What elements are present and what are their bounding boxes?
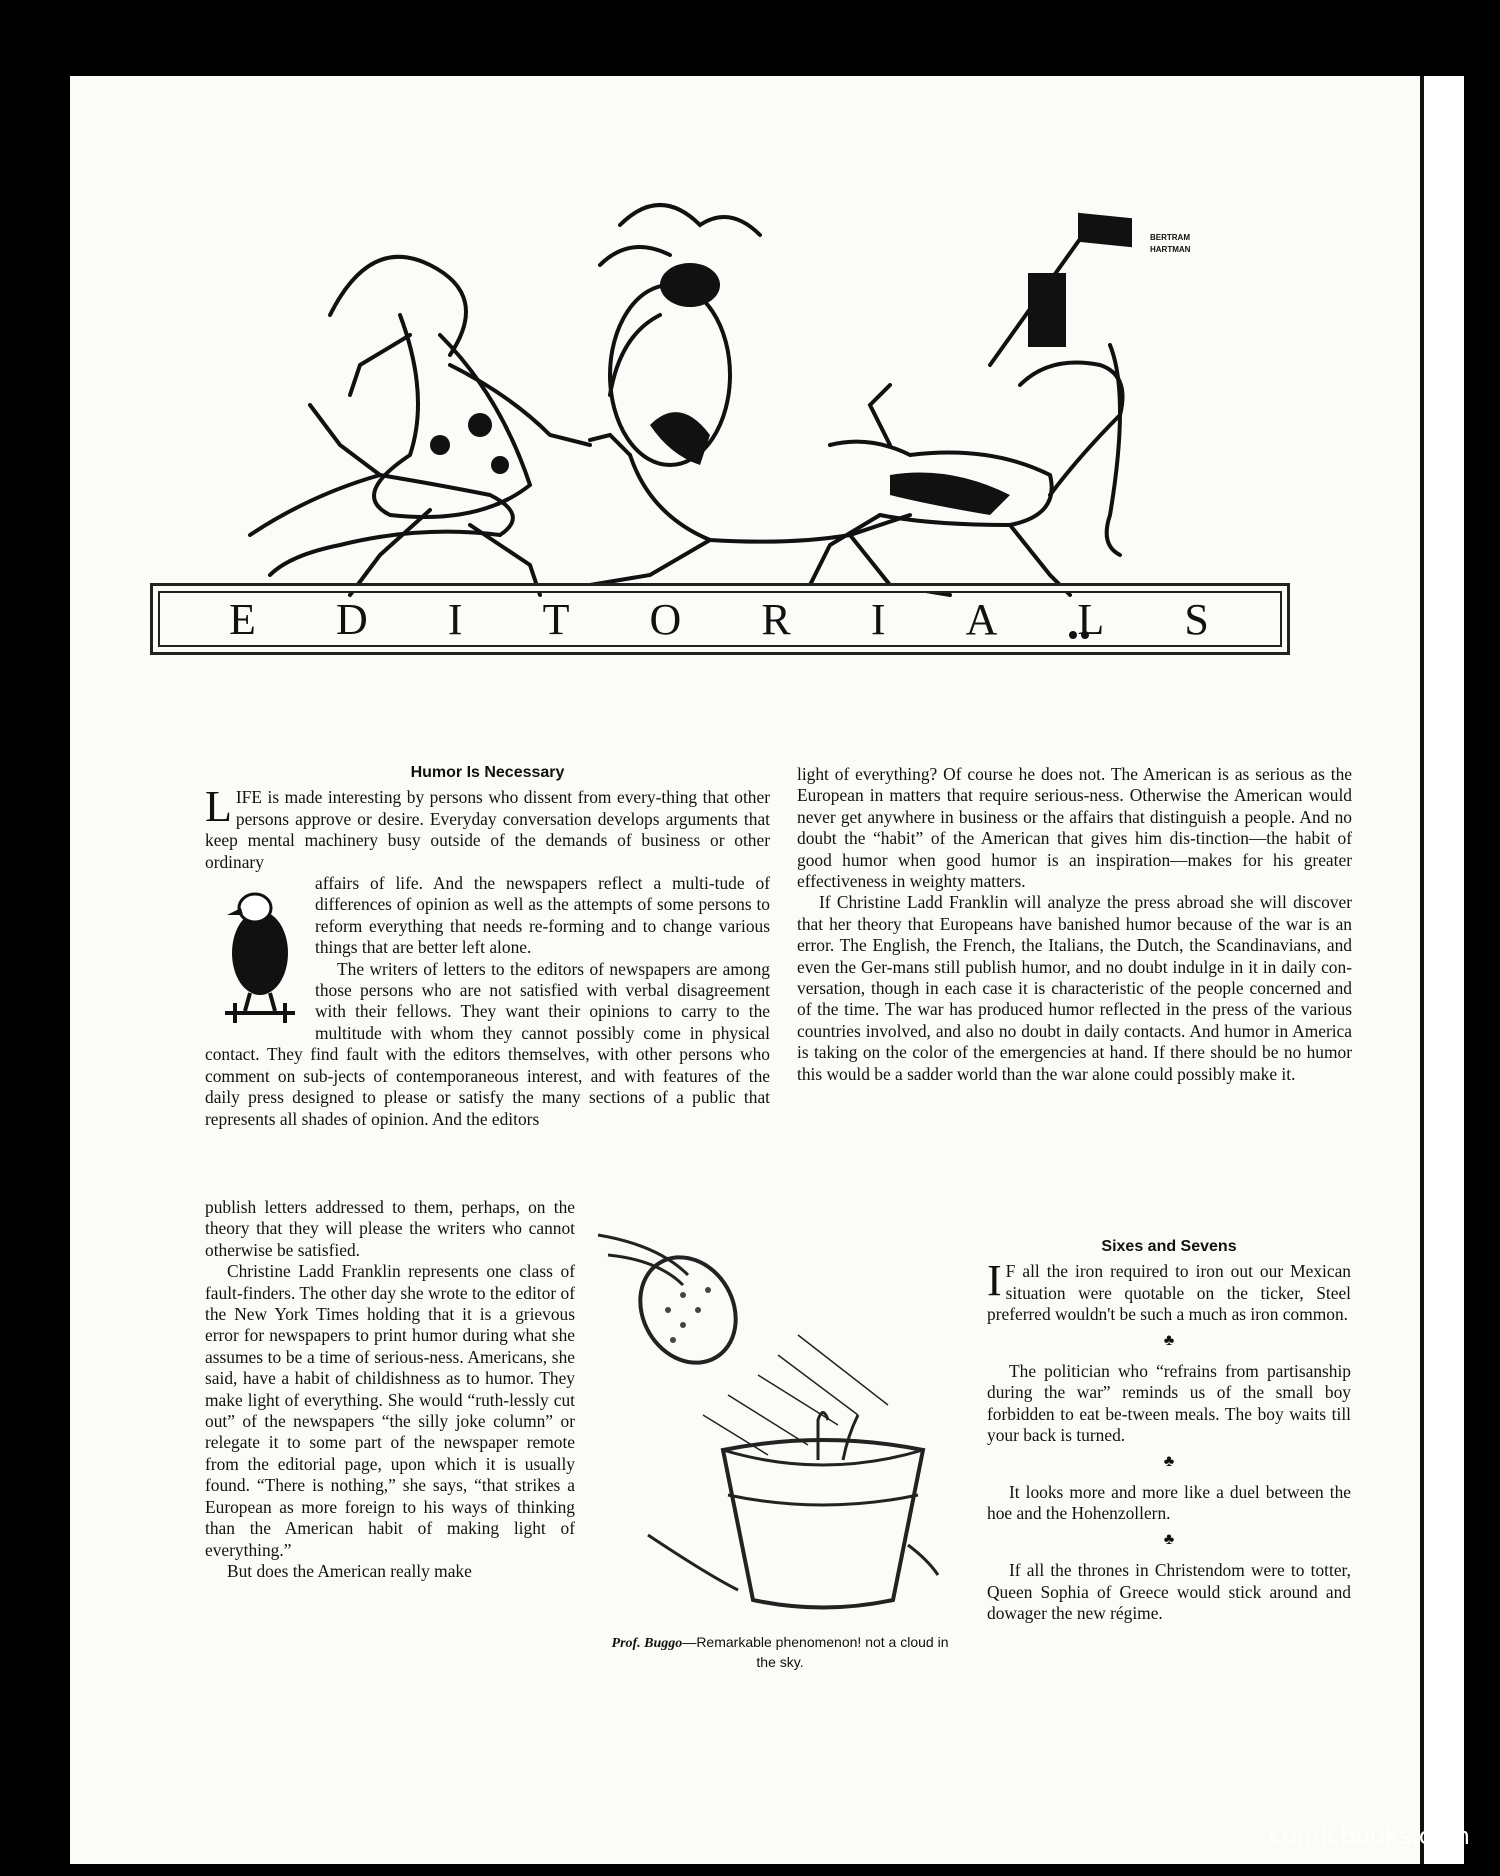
- banner-letter: L: [1077, 594, 1107, 644]
- banner-letter: A: [965, 594, 1000, 644]
- paragraph: affairs of life. And the newspapers reflect a multi-tude of differences of opinion as well as the attempts of some persons to reform everything that needs re-forming and to change various things that are better left alone.: [315, 873, 770, 958]
- page-gutter: [1420, 76, 1464, 1864]
- banner-letter: I: [447, 594, 465, 644]
- svg-text:HARTMAN: HARTMAN: [1150, 245, 1191, 254]
- article-title: Sixes and Sevens: [1101, 1238, 1237, 1255]
- paragraph: light of everything? Of course he does not. The American is as serious as the European in matters that require serious-ness. Otherwise the American would never get anywhere in business or the affairs that distinguish a people. And no doubt the “habit” of the American that gives him dis-tinction—the habit of good humor when good humor is an inspiration—makes for his greater effectiveness in weighty matters.: [797, 764, 1352, 892]
- sixes-and-sevens-column: [987, 1236, 1351, 1625]
- paragraph: It looks more and more like a duel between the hoe and the Hohenzollern.: [987, 1482, 1351, 1524]
- drummer-hat: [1030, 275, 1064, 345]
- eagle-icon: [205, 883, 305, 1033]
- paragraph: If Christine Ladd Franklin will analyze the press abroad she will discover that her theory that Europeans have banished humor because of the war is an error. The English, the French, the Italians, the Dutch, the Scandinavians, and even the Ger-mans still publish humor, and no doubt indulge in it in daily con-versation, though in each case it is characteristic of the people concerned and of the time. The war has produced humor reflected in the press of the various countries involved, and also no doubt in daily contacts. And humor in America is taking on the color of the emergencies at hand. If there should be no humor this would be a sadder world than the war alone could possibly make it.: [797, 892, 1352, 1084]
- drop-cap: I: [987, 1256, 1002, 1306]
- article-title: Humor Is Necessary: [410, 764, 565, 781]
- caption-text: —Remarkable phenomenon! not a cloud in the sky.: [682, 1634, 949, 1670]
- article-left-column: [205, 762, 770, 1130]
- paragraph: publish letters addressed to them, perhaps, on the theory that they will please the writers who cannot otherwise be satisfied.: [205, 1197, 575, 1260]
- flowerpot-cartoon: [588, 1215, 968, 1615]
- header-illustration: [230, 195, 1340, 640]
- paragraph: If all the thrones in Christendom were to totter, Queen Sophia of Greece would stick around and dowager the new régime.: [987, 1560, 1351, 1624]
- banner-letter: O: [649, 594, 684, 644]
- banner-letter: I: [870, 594, 888, 644]
- paragraph: Christine Ladd Franklin represents one class of fault-finders. The other day she wrote to the editor of the New York Times holding that it is a grievous error for newspapers to print humor during what she assumes to be a time of serious-ness. Americans, she said, have a habit of childishness as to humor. They make light of everything. She would “ruth-lessly cut out” of the newspapers “the silly joke column” or relegate it to some part of the newspaper remote from the editorial page, upon which it is usually found. “There is nothing,” she says, “that strikes a European as more foreign to his ways of thinking than the American habit of making light of everything.”: [205, 1261, 575, 1560]
- banner-letter: T: [542, 594, 572, 644]
- middle-antelope: [630, 455, 910, 542]
- paragraph: IFE is made interesting by persons who dissent from every-thing that other persons approve or desire. Everyday conversation develops arguments that keep mental machinery busy outside of the demands of business or other ordinary: [205, 787, 770, 872]
- drop-cap: L: [205, 782, 232, 832]
- paragraph: The writers of letters to the editors of newspapers are among those persons who are not satisfied with verbal disagreement with their fellows. They want their opinions to carry to the multitude with whom they cannot possibly come in physical contact. They find fault with the editors themselves, with other persons who comment on sub-jects of contemporaneous interest, and with features of the daily press designed to please or satisfy the many sections of a public that represents all shades of opinion. And the editors: [205, 958, 770, 1129]
- watermark: comicbooks.com: [1268, 1822, 1470, 1850]
- editorials-banner: [150, 583, 1290, 655]
- article-right-column: [797, 764, 1352, 1085]
- artist-signature: BERTRAM: [1150, 233, 1190, 242]
- banner-letter: R: [761, 594, 793, 644]
- banner-letter: S: [1184, 594, 1211, 644]
- paragraph: F all the iron required to iron out our Mexican situation were quotable on the ticker, Steel preferred wouldn't be such a much as iron common.: [987, 1261, 1351, 1325]
- club-ornament-icon: ♣: [1163, 1331, 1175, 1349]
- club-ornament-icon: ♣: [1163, 1530, 1175, 1548]
- paragraph: But does the American really make: [227, 1560, 472, 1581]
- banner-letter: D: [335, 594, 370, 644]
- caption-name: Prof. Buggo: [611, 1636, 683, 1651]
- club-ornament-icon: ♣: [1163, 1452, 1175, 1470]
- banner-letter: E: [229, 594, 258, 644]
- paragraph: The politician who “refrains from partisanship during the war” reminds us of the small boy forbidden to eat be-tween meals. The boy waits till your back is turned.: [987, 1361, 1351, 1446]
- cartoon-caption: [600, 1633, 960, 1671]
- article-left-column-lower: [205, 1197, 575, 1582]
